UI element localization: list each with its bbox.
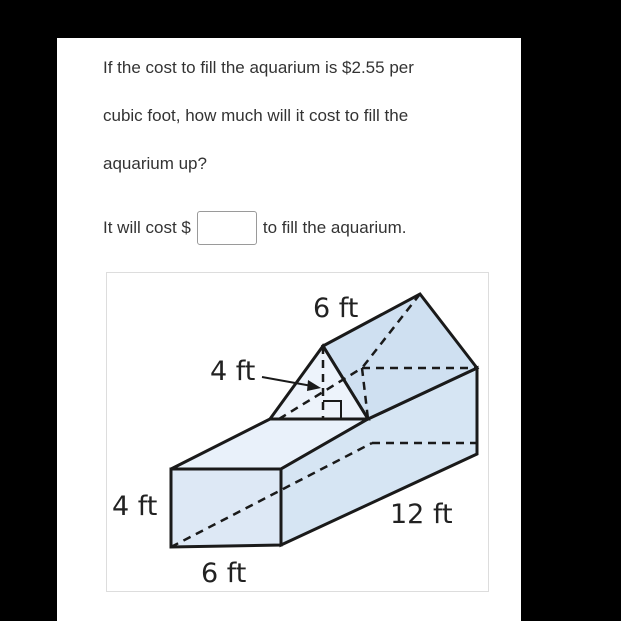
aquarium-diagram (107, 273, 490, 593)
label-triangle-height: 4 ft (210, 356, 256, 387)
box-front-face (171, 469, 281, 547)
label-top-length: 6 ft (313, 293, 359, 324)
label-box-height: 4 ft (112, 491, 158, 522)
label-box-width: 6 ft (201, 558, 247, 589)
label-total-length: 12 ft (390, 499, 453, 530)
answer-row (103, 209, 407, 247)
cost-answer-input[interactable] (197, 211, 257, 245)
question-line-3: aquarium up? (103, 154, 207, 173)
answer-suffix: to fill the aquarium. (262, 218, 407, 237)
question-card (57, 38, 521, 621)
question-line-1: If the cost to fill the aquarium is $2.55 per (103, 58, 414, 77)
aquarium-figure (106, 272, 489, 592)
question-line-2: cubic foot, how much will it cost to fill the (103, 106, 409, 125)
answer-prefix: It will cost $ (103, 218, 191, 237)
